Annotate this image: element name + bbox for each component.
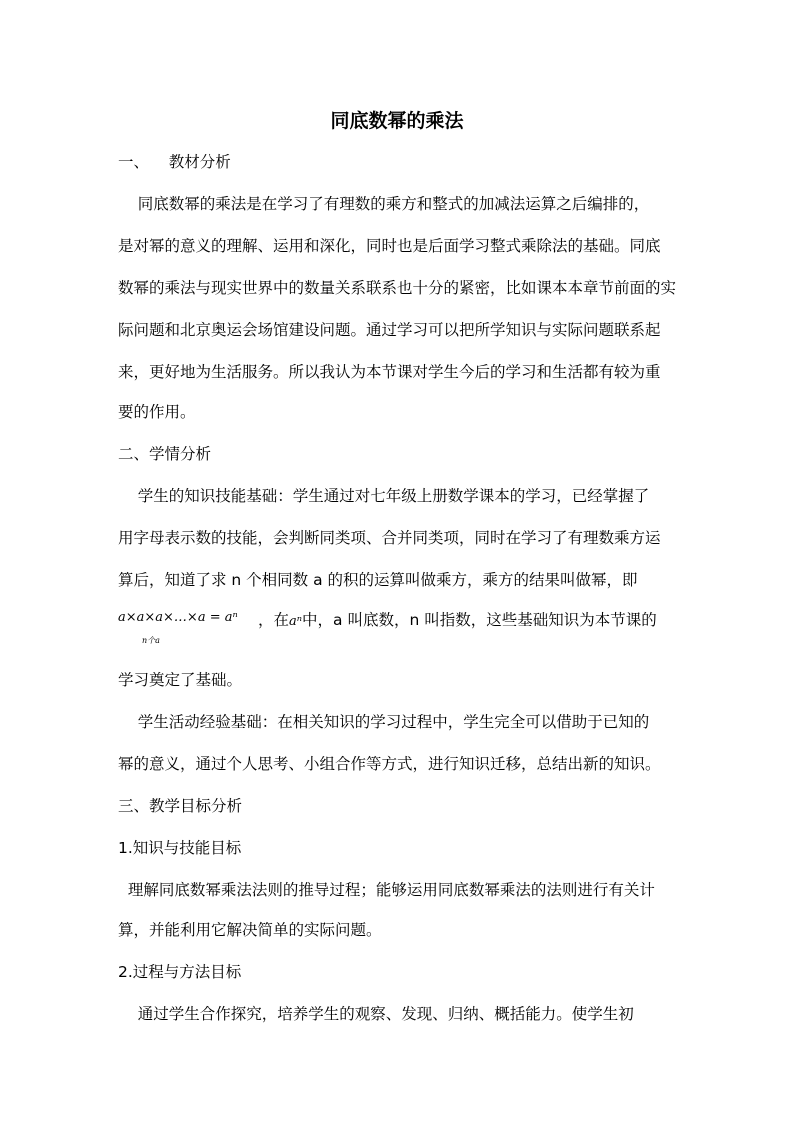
subsection-heading: 1.知识与技能目标	[118, 839, 242, 857]
paragraph-line: 学生的知识技能基础：学生通过对七年级上册数学课本的学习，已经掌握了	[118, 487, 650, 505]
paragraph-line: 数幂的乘法与现实世界中的数量关系联系也十分的紧密，比如课本本章节前面的实	[118, 279, 677, 297]
power-formula	[118, 608, 268, 648]
paragraph-line: 来，更好地为生活服务。所以我认为本节课对学生今后的学习和生活都有较为重	[118, 363, 661, 381]
section-heading-1: 一、 教材分析	[118, 153, 231, 171]
formula-symbol: aⁿ	[289, 614, 303, 629]
paragraph-line: 算，并能利用它解决简单的实际问题。	[118, 921, 382, 939]
paragraph-line: 算后，知道了求 n 个相同数 a 的积的运算叫做乘方，乘方的结果叫做幂，即	[118, 571, 638, 589]
formula-explanation	[258, 608, 657, 634]
paragraph-line: 用字母表示数的技能，会判断同类项、合并同类项，同时在学习了有理数乘方运	[118, 529, 661, 547]
paragraph-line: 通过学生合作探究，培养学生的观察、发现、归纳、概括能力。使学生初	[118, 1005, 634, 1023]
paragraph-line: 学习奠定了基础。	[118, 671, 243, 689]
formula-expression: a×a×a×…×a = aⁿ	[118, 610, 238, 625]
paragraph-line: 是对幂的意义的理解、运用和深化，同时也是后面学习整式乘除法的基础。同底	[118, 237, 661, 255]
paragraph-line: 同底数幂的乘法是在学习了有理数的乘方和整式的加减法运算之后编排的，	[118, 195, 650, 213]
formula-prefix: ，在	[258, 611, 290, 629]
section-heading-3: 三、教学目标分析	[118, 797, 243, 815]
paragraph-line: 际问题和北京奥运会场馆建设问题。通过学习可以把所学知识与实际问题联系起	[118, 321, 661, 339]
formula-text: 中，a 叫底数，n 叫指数，这些基础知识为本节课的	[302, 611, 657, 629]
paragraph-line: 理解同底数幂乘法法则的推导过程；能够运用同底数幂乘法的法则进行有关计	[118, 881, 655, 899]
subsection-heading: 2.过程与方法目标	[118, 963, 242, 981]
section-heading-2: 二、学情分析	[118, 445, 212, 463]
paragraph-line: 幂的意义，通过个人思考、小组合作等方式，进行知识迁移，总结出新的知识。	[118, 755, 661, 773]
paragraph-line: 要的作用。	[118, 403, 196, 421]
paragraph-line: 学生活动经验基础：在相关知识的学习过程中，学生完全可以借助于已知的	[118, 713, 650, 731]
document-title: 同底数幂的乘法	[330, 110, 464, 132]
formula-brace-label: n个a	[142, 636, 160, 645]
